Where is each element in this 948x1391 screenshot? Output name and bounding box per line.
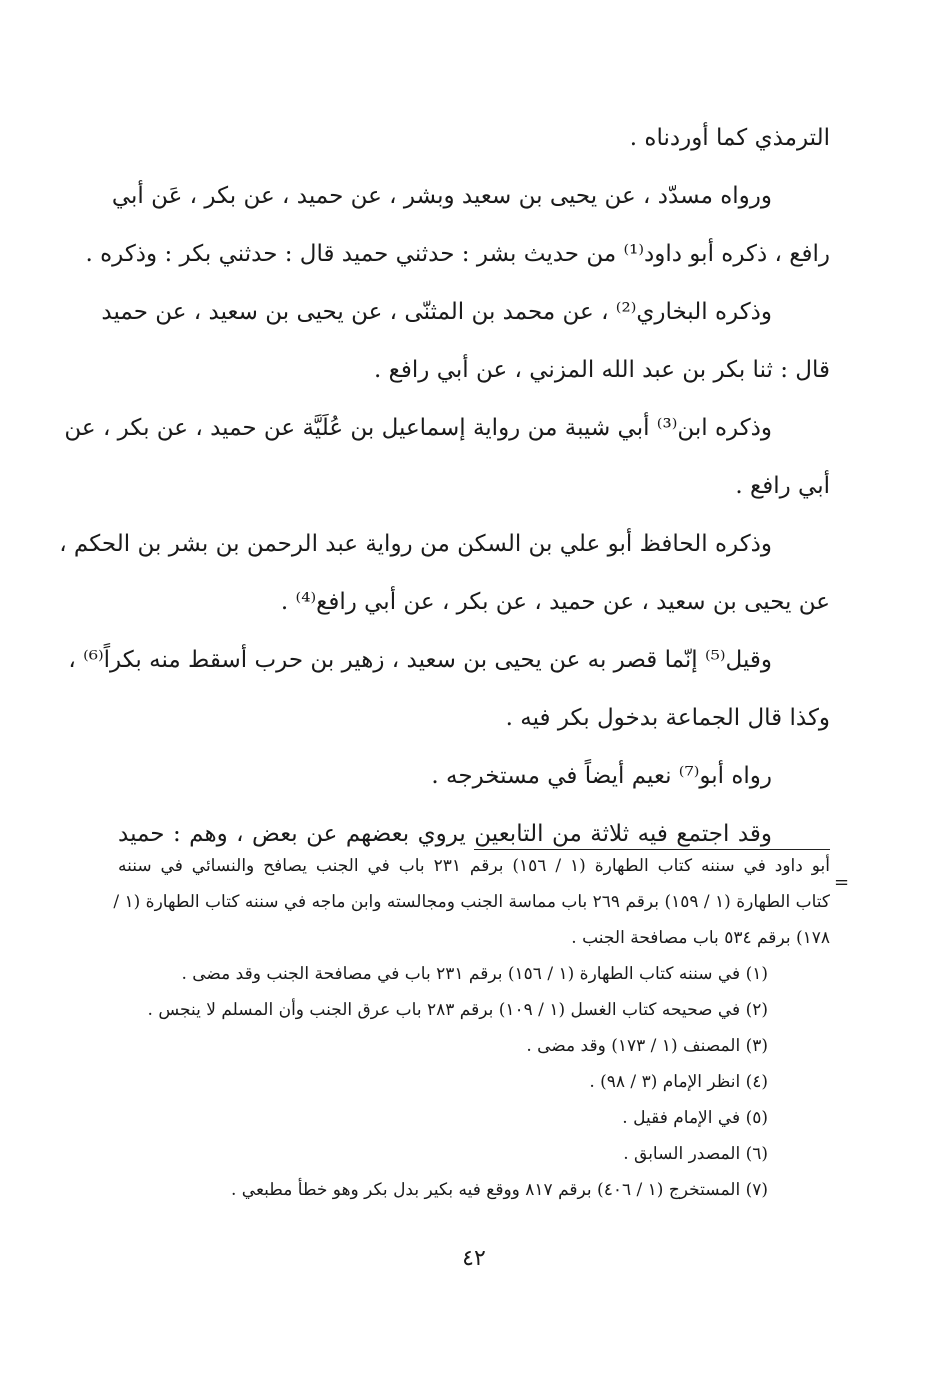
footnote-continuation-line: أبو داود في سننه كتاب الطهارة (١ / ١٥٦) برقم ٢٣١ باب في الجنب يصافح والنسائي في سننه bbox=[118, 856, 830, 876]
body-line: وقيل⁽⁵⁾ إنّما قصر به عن يحيى بن سعيد ، زهير بن حرب أسقط منه بكراً⁽⁶⁾ ، bbox=[68, 647, 772, 673]
page-number: ٤٢ bbox=[462, 1246, 486, 1271]
body-line: عن يحيى بن سعيد ، عن حميد ، عن بكر ، عن أبي رافع⁽⁴⁾ . bbox=[280, 589, 830, 615]
footnote-continuation-line: كتاب الطهارة (١ / ١٥٩) برقم ٢٦٩ باب مماسة الجنب ومجالسته وابن ماجه في سننه كتاب الطهارة (١ / bbox=[113, 892, 830, 912]
footnote-3: (٣) المصنف (١ / ١٧٣) وقد مضى . bbox=[526, 1036, 768, 1056]
footnote-4: (٤) انظر الإمام (٣ / ٩٨) . bbox=[589, 1072, 768, 1092]
footnote-2: (٢) في صحيحه كتاب الغسل (١ / ١٠٩) برقم ٢٨٣ باب عرق الجنب وأن المسلم لا ينجس . bbox=[147, 1000, 768, 1020]
body-line: ورواه مسدّد ، عن يحيى بن سعيد وبشر ، عن حميد ، عن بكر ، عَن أبي bbox=[111, 183, 772, 209]
body-line: الترمذي كما أوردناه . bbox=[629, 125, 830, 151]
body-line: وذكره ابن⁽³⁾ أبي شيبة من رواية إسماعيل بن عُلَيَّة عن حميد ، عن بكر ، عن bbox=[64, 415, 772, 441]
body-line: وذكره البخاري⁽²⁾ ، عن محمد بن المثنّى ، عن يحيى بن سعيد ، عن حميد bbox=[101, 299, 772, 325]
body-line: وكذا قال الجماعة بدخول بكر فيه . bbox=[505, 705, 830, 731]
body-line: رواه أبو⁽⁷⁾ نعيم أيضاً في مستخرجه . bbox=[431, 763, 772, 789]
body-line: رافع ، ذكره أبو داود⁽¹⁾ من حديث بشر : حدثني حميد قال : حدثني بكر : وذكره . bbox=[85, 241, 830, 267]
footnote-6: (٦) المصدر السابق . bbox=[623, 1144, 768, 1164]
body-line: أبي رافع . bbox=[735, 473, 830, 499]
continuation-mark: = bbox=[834, 872, 850, 893]
footnote-5: (٥) في الإمام فقيل . bbox=[622, 1108, 768, 1128]
footnote-1: (١) في سننه كتاب الطهارة (١ / ١٥٦) برقم ٢٣١ باب في مصافحة الجنب وقد مضى . bbox=[181, 964, 768, 984]
footnotes bbox=[113, 854, 830, 1214]
footnote-continuation-line: ١٧٨) برقم ٥٣٤ باب مصافحة الجنب . bbox=[571, 928, 830, 948]
footnote-separator bbox=[474, 849, 830, 850]
body-line: قال : ثنا بكر بن عبد الله المزني ، عن أبي رافع . bbox=[374, 357, 830, 383]
body-line: وقد اجتمع فيه ثلاثة من التابعين يروي بعضهم عن بعض ، وهم : حميد bbox=[118, 821, 772, 847]
footnote-7: (٧) المستخرج (١ / ٤٠٦) برقم ٨١٧ ووقع فيه بكير بدل بكر وهو خطأ مطبعي . bbox=[231, 1180, 768, 1200]
main-text bbox=[59, 122, 830, 876]
body-line: وذكره الحافظ أبو علي بن السكن من رواية عبد الرحمن بن بشر بن الحكم ، bbox=[59, 531, 772, 557]
